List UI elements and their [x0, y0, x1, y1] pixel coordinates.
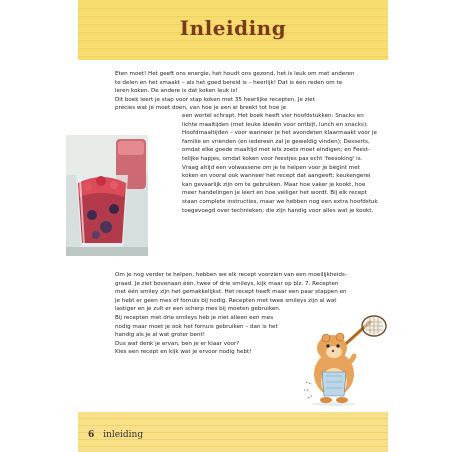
- text-line: Dit boek leert je stap voor stap koken met 35 heerlijke recepten. Je ziet: [115, 96, 315, 103]
- text-line: Hoofdmaaltijden – voor wanneer je het avondeten klaarmaakt voor je: [182, 130, 377, 137]
- text-line: Om je nog verder te helpen, hebben we elk recept voorzien van een moeilijkheids-: [115, 272, 347, 278]
- text-line: lastiger en je zult er een scherp mes bij moeten gebruiken.: [115, 306, 281, 313]
- text-line: kan gevaarlijk zijn om te gebruiken. Maar hoe vaker je kookt, hoe: [182, 181, 366, 188]
- page-title: Inleiding: [179, 16, 287, 40]
- text-line: je hebt er geen mes of fornuis bij nodig. Recepten met twee smileys zijn al wat: [115, 297, 337, 304]
- text-line: nodig maar moet je ook het fornuis gebruiken – dan is het: [115, 323, 278, 330]
- text-line: telijke hapjes, omdat koken voor feestjes pas echt 'feesoking' is.: [182, 155, 363, 162]
- berry-smoothie-photo: [66, 135, 148, 256]
- section-name: inleiding: [103, 430, 144, 440]
- text-line: met één smiley zijn het gemakkelijkst. Het recept heeft maar een paar stappen en: [115, 289, 347, 296]
- text-line: handig als je al wat groter bent!: [115, 332, 205, 339]
- text-line: Dus wat denk je ervan, ben je er klaar voor?: [115, 340, 240, 347]
- title-band: [78, 0, 388, 60]
- page-footer: [88, 430, 143, 440]
- text-line: precies wat je moet doen, van hoe je een ei breekt tot hoe je: [115, 105, 287, 112]
- page-number: 6: [88, 430, 95, 440]
- recipe-overview-paragraph: [182, 112, 378, 215]
- text-line: Eten moet! Het geeft ons energie, het houdt ons gezond, het is leuk om met anderen: [115, 71, 355, 77]
- text-line: toegevoegd over technieken; die zijn handig voor alles wat je kookt.: [182, 207, 374, 214]
- text-line: Bij recepten met drie smileys heb je niet alleen een mes: [115, 314, 274, 321]
- text-line: Vraag altijd een volwassene om je te helpen voor je begint met: [182, 164, 360, 171]
- text-line: een wortel schrapt. Het boek heeft vier hoofdstukken: Snacks en: [182, 113, 364, 119]
- text-line: familie en vrienden (en iedereen zal je geweldig vinden); Desserts,: [182, 138, 370, 145]
- hamster-chef-illustration: [300, 312, 388, 410]
- text-line: Kies een recept en kijk wat je ervoor nodig hebt!: [115, 349, 252, 356]
- text-line: lichte maaltijden (met leuke ideeën voor ontbijt, lunch en snacks);: [182, 121, 369, 128]
- text-line: graad. Je ziet bovenaan één, twee of drie smileys, kijk maar op blz. 7. Recepten: [115, 280, 339, 287]
- text-line: meer handelingen je leert en hoe veiliger het wordt. Bij elk recept: [182, 190, 367, 197]
- text-line: staan complete instructies, maar we hebben nog een extra hoofdstuk: [182, 198, 378, 205]
- text-line: te delen en het smaakt – als het goed bereid is – heerlijk! Dat is één reden om te: [115, 79, 343, 86]
- text-line: koken en vooral ook wanneer het recept dat aangeeft; keukengerei: [182, 173, 371, 180]
- text-line: leren koken. De andere is dat koken leuk is!: [115, 88, 238, 95]
- intro-paragraph: [115, 70, 365, 113]
- text-line: omdat elke goede maaltijd met iets zoets moet eindigen; en Feest-: [182, 147, 370, 154]
